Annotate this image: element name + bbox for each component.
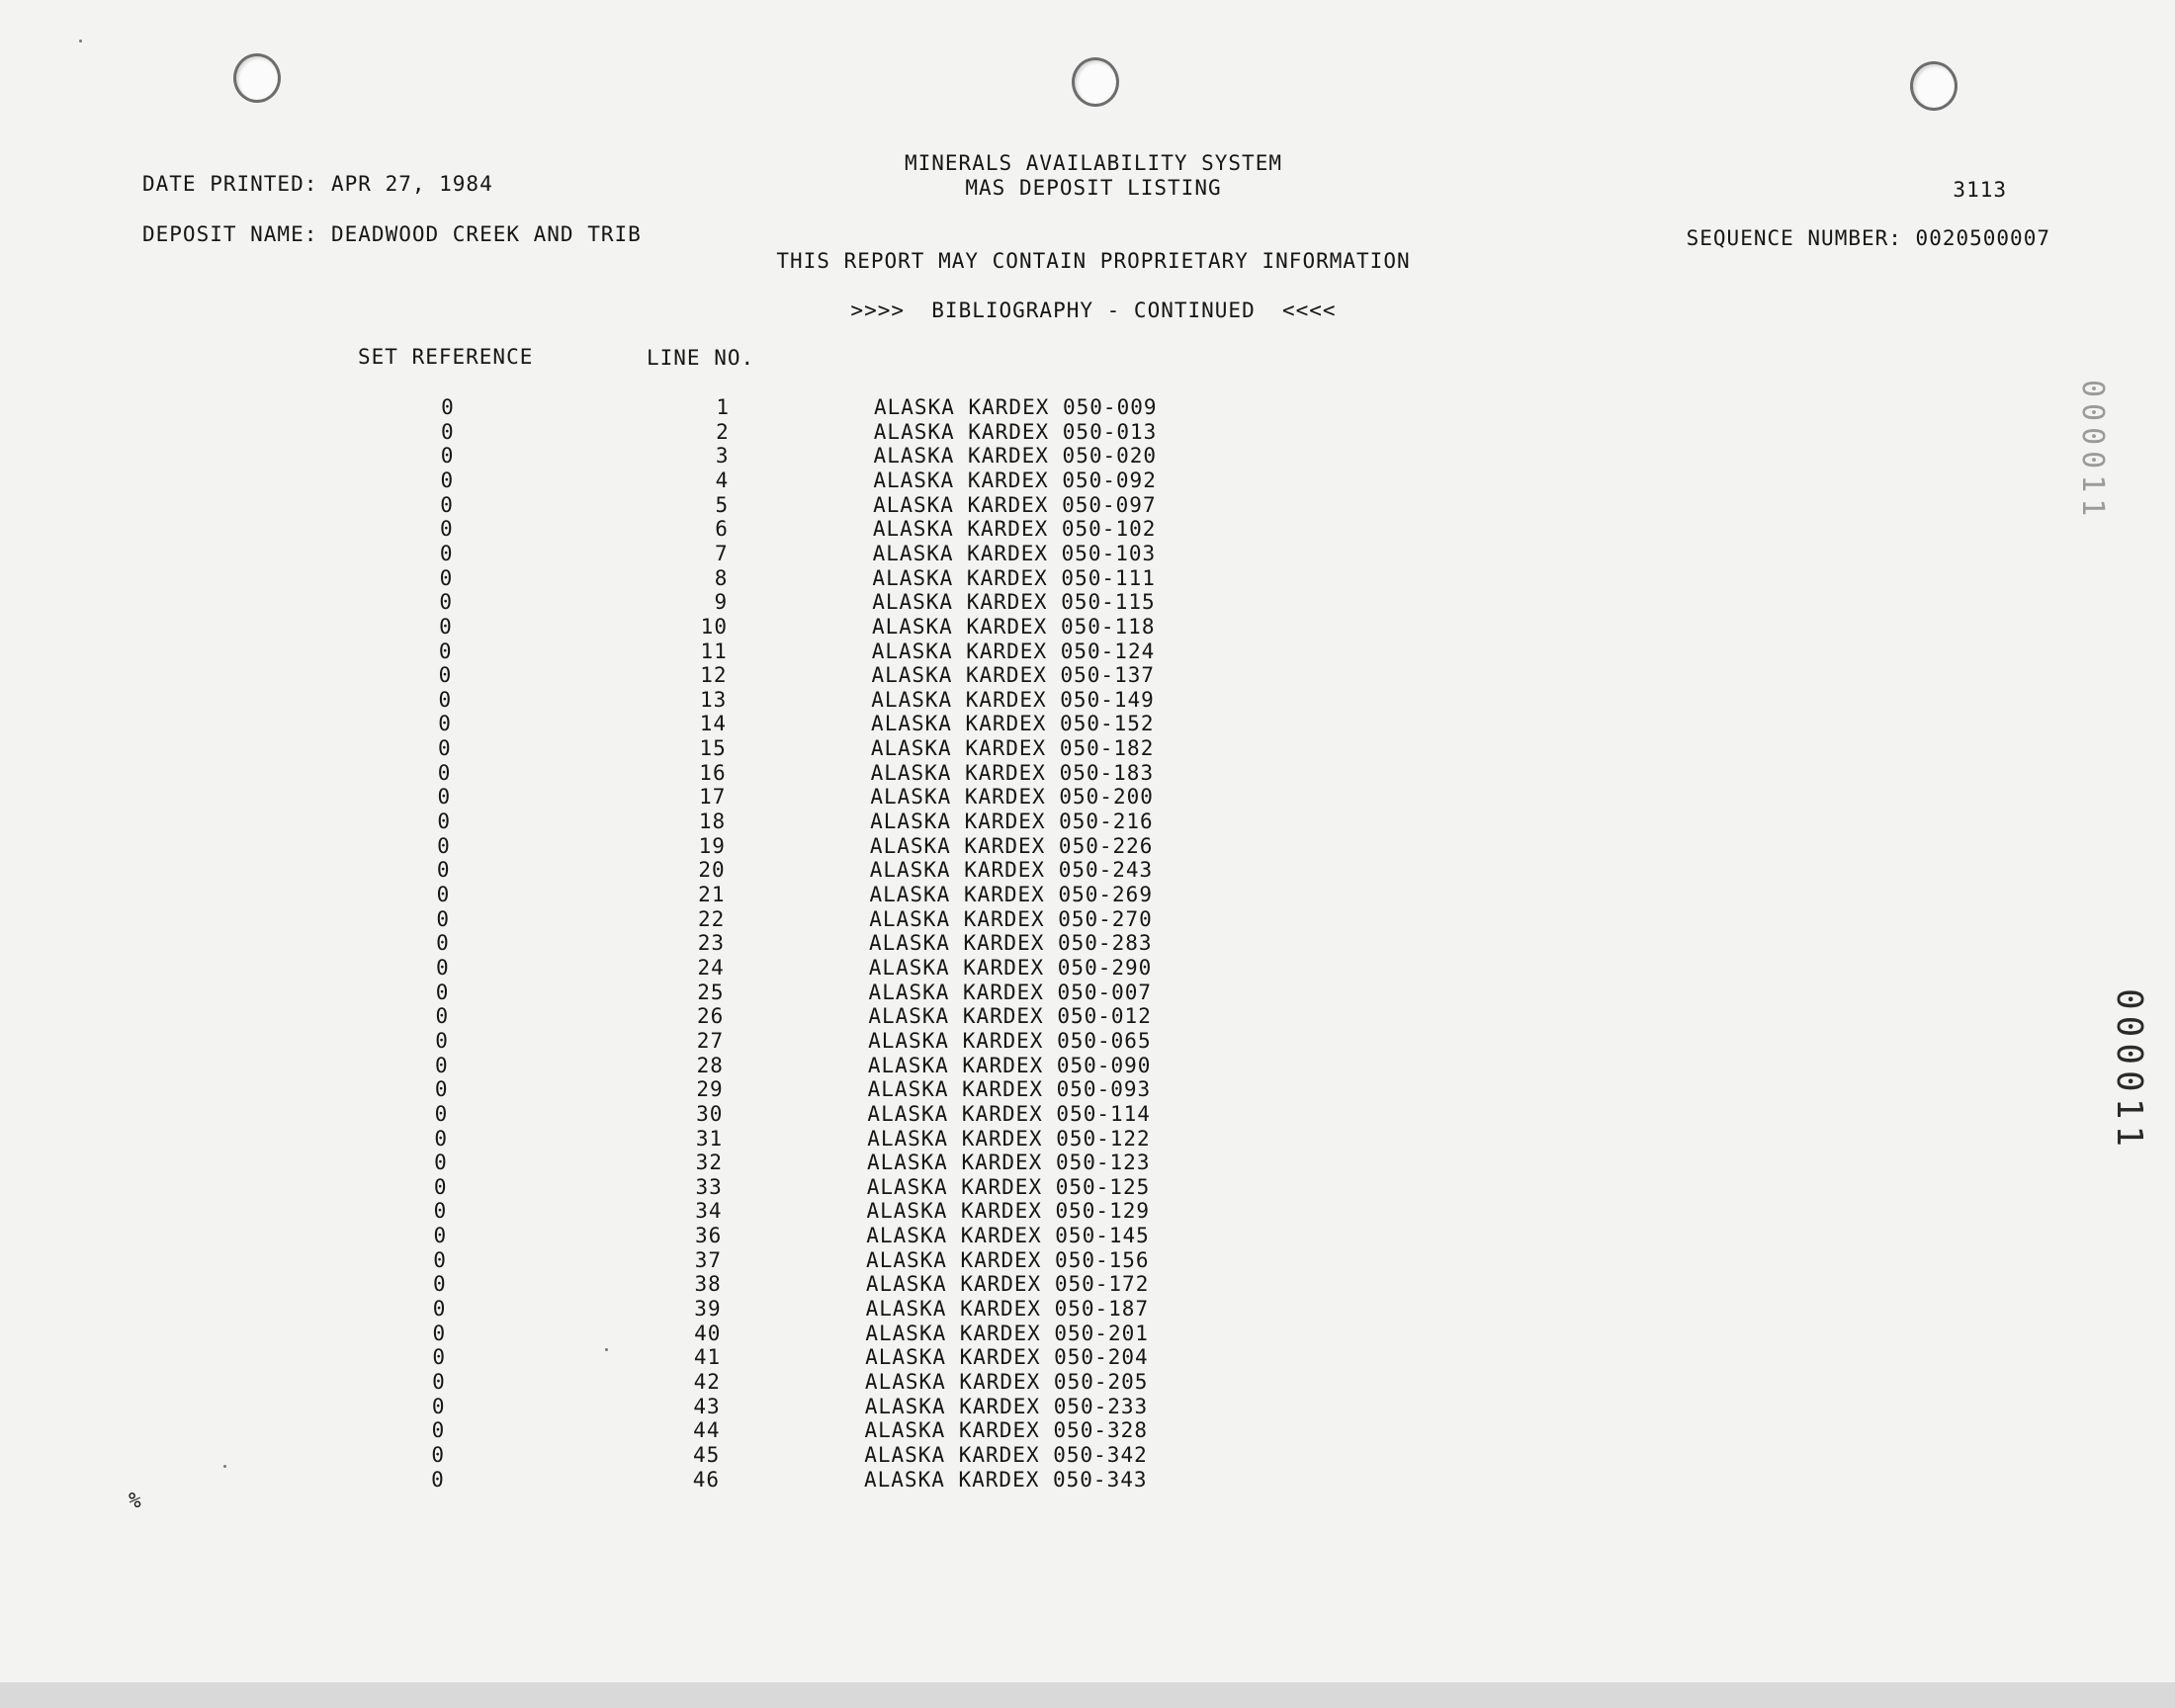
- set-reference-cell: 0: [434, 1126, 449, 1151]
- table-row: [0, 785, 1380, 809]
- set-reference-cell: 0: [431, 1467, 445, 1492]
- table-row: [0, 761, 1381, 785]
- bibliography-reference-cell: ALASKA KARDEX 050-343: [864, 1467, 1148, 1492]
- line-number-cell: 17: [699, 785, 727, 810]
- set-reference-cell: 0: [431, 1442, 446, 1467]
- set-reference-cell: 0: [433, 1272, 447, 1297]
- bibliography-reference-cell: ALASKA KARDEX 050-270: [869, 906, 1153, 931]
- table-row: [0, 883, 1379, 906]
- bibliography-reference-cell: ALASKA KARDEX 050-182: [870, 736, 1155, 761]
- table-row: [0, 1054, 1378, 1077]
- table-row: [0, 1224, 1376, 1247]
- bibliography-reference-cell: ALASKA KARDEX 050-283: [869, 931, 1153, 956]
- line-number-cell: 30: [696, 1101, 724, 1126]
- set-reference-cell: 0: [435, 1028, 449, 1053]
- table-row: [0, 566, 1382, 590]
- paper-speck: [79, 40, 82, 43]
- set-reference-cell: 0: [440, 517, 454, 542]
- set-reference-cell: 0: [439, 565, 454, 590]
- table-row: [0, 1418, 1374, 1442]
- set-reference-cell: 0: [438, 712, 452, 736]
- bibliography-reference-cell: ALASKA KARDEX 050-125: [866, 1174, 1151, 1199]
- table-row: [0, 810, 1380, 833]
- set-reference-cell: 0: [437, 785, 452, 810]
- table-row: [0, 1127, 1377, 1151]
- table-row: [0, 640, 1382, 663]
- line-number-cell: 19: [698, 833, 726, 858]
- set-reference-cell: 0: [433, 1247, 447, 1272]
- binder-hole-center: [1072, 57, 1119, 107]
- bibliography-reference-cell: ALASKA KARDEX 050-013: [873, 419, 1158, 444]
- bibliography-reference-cell: ALASKA KARDEX 050-118: [871, 614, 1156, 639]
- table-row: [0, 1151, 1377, 1174]
- table-row: [0, 1199, 1377, 1223]
- set-reference-cell: 0: [440, 468, 455, 492]
- line-number-cell: 28: [696, 1053, 724, 1077]
- set-reference-cell: 0: [431, 1418, 446, 1443]
- line-number-cell: 2: [716, 419, 730, 444]
- line-number-cell: 10: [700, 614, 728, 639]
- set-reference-cell: 0: [438, 663, 453, 688]
- table-row: [0, 1004, 1378, 1028]
- bibliography-reference-cell: ALASKA KARDEX 050-205: [864, 1370, 1149, 1394]
- set-reference-cell: 0: [433, 1174, 448, 1199]
- bibliography-reference-cell: ALASKA KARDEX 050-123: [866, 1151, 1151, 1175]
- table-row: [0, 1297, 1376, 1321]
- set-reference-cell: 0: [438, 639, 453, 663]
- table-row: [0, 1272, 1376, 1296]
- table-row: [0, 1468, 1374, 1492]
- line-number-cell: 6: [715, 517, 729, 542]
- set-reference-cell: 0: [432, 1297, 447, 1322]
- set-reference-cell: 0: [435, 1004, 450, 1029]
- table-row: [0, 590, 1382, 614]
- bibliography-reference-cell: ALASKA KARDEX 050-093: [867, 1077, 1152, 1102]
- column-header-line-no: LINE NO.: [647, 346, 755, 370]
- set-reference-cell: 0: [434, 1101, 449, 1126]
- bibliography-reference-cell: ALASKA KARDEX 050-328: [864, 1418, 1148, 1443]
- set-reference-cell: 0: [436, 858, 451, 883]
- set-reference-cell: 0: [431, 1394, 446, 1418]
- bibliography-reference-cell: ALASKA KARDEX 050-243: [869, 858, 1154, 883]
- set-reference-cell: 0: [435, 955, 450, 980]
- line-number-cell: 27: [696, 1028, 725, 1053]
- table-row: [0, 1322, 1375, 1345]
- bibliography-reference-cell: ALASKA KARDEX 050-111: [872, 565, 1156, 590]
- bibliography-reference-cell: ALASKA KARDEX 050-097: [873, 492, 1157, 517]
- bibliography-reference-cell: ALASKA KARDEX 050-012: [868, 1004, 1152, 1029]
- line-number-cell: 26: [697, 1004, 725, 1029]
- set-reference-cell: 0: [439, 541, 454, 565]
- table-row: [0, 1345, 1375, 1369]
- line-number-cell: 45: [692, 1442, 721, 1467]
- line-number-cell: 33: [695, 1174, 723, 1199]
- set-reference-cell: 0: [432, 1345, 446, 1370]
- line-number-cell: 32: [695, 1151, 723, 1175]
- bibliography-reference-cell: ALASKA KARDEX 050-115: [872, 590, 1156, 615]
- line-number-cell: 42: [693, 1370, 721, 1394]
- bibliography-reference-cell: ALASKA KARDEX 050-200: [870, 785, 1154, 810]
- line-number-cell: 5: [715, 492, 730, 517]
- table-row: [0, 981, 1379, 1004]
- line-number-cell: 44: [693, 1418, 721, 1443]
- paper-speck: [605, 1348, 608, 1351]
- set-reference-cell: 0: [434, 1077, 449, 1102]
- table-row: [0, 736, 1381, 760]
- bibliography-reference-cell: ALASKA KARDEX 050-102: [872, 517, 1157, 542]
- bibliography-reference-cell: ALASKA KARDEX 050-065: [868, 1028, 1152, 1053]
- bibliography-reference-cell: ALASKA KARDEX 050-226: [869, 833, 1154, 858]
- table-row: [0, 834, 1380, 858]
- set-reference-cell: 0: [440, 444, 455, 469]
- bibliography-reference-cell: ALASKA KARDEX 050-129: [866, 1199, 1151, 1224]
- table-row: [0, 395, 1384, 419]
- bibliography-reference-cell: ALASKA KARDEX 050-342: [864, 1442, 1148, 1467]
- sequence-number: SEQUENCE NUMBER: 0020500007: [1686, 226, 2050, 250]
- line-number-cell: 40: [694, 1321, 722, 1345]
- set-reference-cell: 0: [436, 883, 451, 906]
- line-number-cell: 16: [699, 760, 727, 785]
- set-reference-cell: 0: [439, 590, 454, 615]
- table-row: [0, 542, 1383, 565]
- bibliography-reference-cell: ALASKA KARDEX 050-090: [867, 1053, 1152, 1077]
- table-row: [0, 615, 1382, 639]
- set-reference-cell: 0: [434, 1151, 448, 1175]
- set-reference-cell: 0: [440, 492, 454, 517]
- date-printed: DATE PRINTED: APR 27, 1984: [142, 172, 493, 196]
- set-reference-cell: 0: [435, 1053, 449, 1077]
- set-reference-cell: 0: [441, 395, 455, 419]
- bibliography-reference-cell: ALASKA KARDEX 050-020: [873, 444, 1158, 469]
- system-title: MINERALS AVAILABILITY SYSTEM: [904, 151, 1282, 175]
- bibliography-reference-cell: ALASKA KARDEX 050-152: [871, 712, 1155, 736]
- binder-hole-left: [233, 53, 281, 103]
- table-row: [0, 1370, 1375, 1394]
- bibliography-reference-cell: ALASKA KARDEX 050-149: [871, 687, 1155, 712]
- line-number-cell: 13: [699, 687, 728, 712]
- table-row: [0, 1443, 1374, 1467]
- bibliography-reference-cell: ALASKA KARDEX 050-009: [874, 395, 1158, 419]
- line-number-cell: 37: [694, 1247, 723, 1272]
- line-number-cell: 21: [698, 883, 726, 906]
- table-row: [0, 1248, 1376, 1272]
- line-number-cell: 34: [695, 1199, 723, 1224]
- line-number-cell: 29: [696, 1077, 724, 1102]
- line-number-cell: 43: [693, 1394, 721, 1418]
- table-row: [0, 1175, 1377, 1199]
- line-number-cell: 31: [695, 1126, 724, 1151]
- line-number-cell: 20: [698, 858, 726, 883]
- table-row: [0, 1395, 1375, 1418]
- bibliography-reference-cell: ALASKA KARDEX 050-145: [866, 1224, 1150, 1248]
- line-number-cell: 25: [697, 980, 725, 1004]
- set-reference-cell: 0: [432, 1321, 447, 1345]
- table-row: [0, 688, 1381, 712]
- proprietary-notice: THIS REPORT MAY CONTAIN PROPRIETARY INFORMATION: [776, 249, 1411, 273]
- line-number-cell: 14: [699, 712, 728, 736]
- set-reference-cell: 0: [437, 810, 451, 834]
- table-row: [0, 712, 1381, 735]
- line-number-cell: 15: [699, 736, 727, 761]
- bibliography-reference-cell: ALASKA KARDEX 050-216: [870, 810, 1154, 834]
- binder-hole-right: [1910, 61, 1958, 111]
- column-header-set-reference: SET REFERENCE: [358, 345, 534, 369]
- table-row: [0, 858, 1380, 882]
- table-row: [0, 1102, 1377, 1126]
- margin-stamp-upper: 000011: [2075, 380, 2110, 523]
- line-number-cell: 22: [697, 906, 726, 931]
- line-number-cell: 12: [700, 663, 728, 688]
- bibliography-reference-cell: ALASKA KARDEX 050-269: [869, 883, 1153, 906]
- table-row: [0, 956, 1379, 980]
- section-title: >>>> BIBLIOGRAPHY - CONTINUED <<<<: [850, 299, 1337, 322]
- table-row: [0, 517, 1383, 541]
- bibliography-reference-cell: ALASKA KARDEX 050-114: [867, 1101, 1151, 1126]
- bibliography-reference-cell: ALASKA KARDEX 050-103: [872, 541, 1157, 565]
- table-row: [0, 420, 1384, 444]
- set-reference-cell: 0: [436, 931, 450, 956]
- table-row: [0, 444, 1384, 468]
- table-row: [0, 1077, 1378, 1101]
- bibliography-reference-cell: ALASKA KARDEX 050-092: [873, 468, 1157, 492]
- table-row: [0, 907, 1379, 931]
- line-number-cell: 46: [692, 1467, 720, 1492]
- line-number-cell: 36: [694, 1224, 723, 1248]
- table-row: [0, 469, 1383, 492]
- line-number-cell: 38: [694, 1272, 722, 1297]
- listing-title: MAS DEPOSIT LISTING: [965, 176, 1222, 200]
- line-number-cell: 11: [700, 639, 728, 663]
- bibliography-reference-cell: ALASKA KARDEX 050-156: [866, 1247, 1150, 1272]
- table-row: [0, 1029, 1378, 1053]
- line-number-cell: 8: [714, 565, 729, 590]
- bibliography-reference-cell: ALASKA KARDEX 050-137: [871, 663, 1156, 688]
- set-reference-cell: 0: [439, 614, 453, 639]
- bibliography-reference-cell: ALASKA KARDEX 050-183: [870, 760, 1155, 785]
- table-row: [0, 493, 1383, 517]
- table-row: [0, 931, 1379, 955]
- set-reference-cell: 0: [432, 1370, 446, 1394]
- bibliography-reference-cell: ALASKA KARDEX 050-187: [865, 1297, 1150, 1322]
- bibliography-reference-cell: ALASKA KARDEX 050-204: [865, 1345, 1149, 1370]
- set-reference-cell: 0: [433, 1199, 448, 1224]
- bibliography-reference-cell: ALASKA KARDEX 050-007: [868, 980, 1153, 1004]
- set-reference-cell: 0: [438, 736, 452, 761]
- set-reference-cell: 0: [440, 419, 455, 444]
- bibliography-reference-cell: ALASKA KARDEX 050-172: [865, 1272, 1150, 1297]
- percent-mark: %: [129, 1489, 142, 1512]
- set-reference-cell: 0: [433, 1224, 448, 1248]
- line-number-cell: 39: [694, 1297, 722, 1322]
- line-number-cell: 23: [697, 931, 725, 956]
- set-reference-cell: 0: [437, 833, 451, 858]
- line-number-cell: 4: [715, 468, 730, 492]
- table-row: [0, 663, 1382, 687]
- bibliography-reference-cell: ALASKA KARDEX 050-233: [864, 1394, 1149, 1418]
- line-number-cell: 41: [693, 1345, 722, 1370]
- page-number: 3113: [1953, 178, 2007, 202]
- line-number-cell: 3: [715, 444, 730, 469]
- bibliography-reference-cell: ALASKA KARDEX 050-201: [865, 1321, 1149, 1345]
- line-number-cell: 7: [714, 541, 729, 565]
- line-number-cell: 18: [698, 810, 727, 834]
- line-number-cell: 9: [714, 590, 729, 615]
- set-reference-cell: 0: [438, 687, 453, 712]
- set-reference-cell: 0: [436, 906, 451, 931]
- set-reference-cell: 0: [435, 980, 450, 1004]
- margin-stamp-lower: 000011: [2109, 988, 2149, 1153]
- bibliography-reference-cell: ALASKA KARDEX 050-290: [868, 955, 1153, 980]
- line-number-cell: 24: [697, 955, 725, 980]
- paper-speck: [223, 1465, 226, 1468]
- bibliography-reference-cell: ALASKA KARDEX 050-124: [871, 639, 1156, 663]
- set-reference-cell: 0: [437, 760, 452, 785]
- bibliography-reference-cell: ALASKA KARDEX 050-122: [867, 1126, 1151, 1151]
- line-number-cell: 1: [716, 395, 730, 419]
- deposit-name: DEPOSIT NAME: DEADWOOD CREEK AND TRIB: [142, 222, 642, 246]
